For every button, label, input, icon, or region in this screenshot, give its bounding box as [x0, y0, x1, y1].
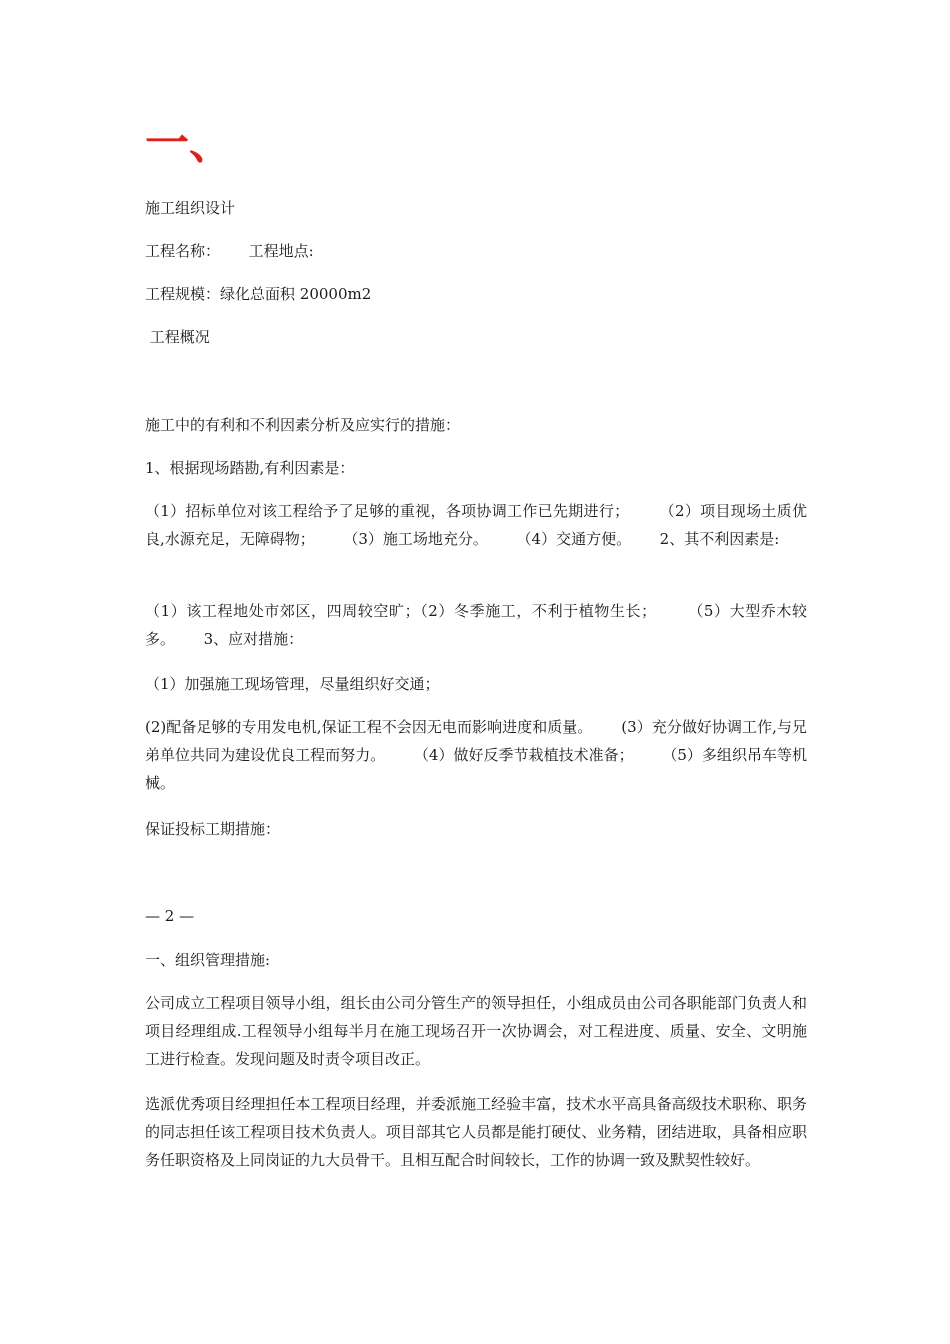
- section-heading: 一、: [145, 118, 233, 169]
- schedule-measures-heading: 保证投标工期措施：: [145, 820, 281, 838]
- project-scale: 工程规模：绿化总面积 20000m2: [145, 285, 372, 303]
- project-name-location: 工程名称： 工程地点:: [145, 242, 314, 260]
- org-management-heading: 一、组织管理措施:: [145, 951, 271, 969]
- leadership-group-paragraph: 公司成立工程项目领导小组，组长由公司分管生产的领导担任，小组成员由公司各职能部门负责人和项目经理组成.工程领导小组每半月在施工现场召开一次协调会，对工程进度、质量、安全、文明施工进行检查。发现问题及时责令项目改正。: [145, 994, 807, 1068]
- project-manager-paragraph: 选派优秀项目经理担任本工程项目经理，并委派施工经验丰富，技术水平高具备高级技术职称、职务的同志担任该工程项目技术负责人。项目部其它人员都是能打硬仗、业务精，团结进取，具备相应职务任职资格及上同岗证的九大员骨干。且相互配合时间较长，工作的协调一致及默契性较好。: [145, 1095, 807, 1169]
- measure-1: （1）加强施工现场管理，尽量组织好交通；: [145, 675, 440, 693]
- unfavorable-factors-paragraph: （1）该工程地处市郊区，四周较空旷；（2）冬季施工，不利于植物生长； （5）大型乔木较多。 3、应对措施：: [145, 602, 807, 648]
- favorable-factors-paragraph: （1）招标单位对该工程给予了足够的重视，各项协调工作已先期进行； （2）项目现场土质优良,水源充足，无障碍物； （3）施工场地充分。 （4）交通方便。 2、其不利因素是:: [145, 502, 807, 548]
- doc-title: 施工组织设计: [145, 199, 236, 217]
- page-number: — 2 —: [145, 907, 195, 925]
- factor-analysis-heading: 施工中的有利和不利因素分析及应实行的措施：: [145, 416, 461, 434]
- favorable-factors-heading: 1、根据现场踏勘,有利因素是：: [145, 459, 355, 477]
- project-overview: 工程概况: [145, 328, 210, 346]
- measures-paragraph: (2)配备足够的专用发电机,保证工程不会因无电而影响进度和质量。 (3）充分做好协调工作,与兄弟单位共同为建设优良工程而努力。 （4）做好反季节栽植技术准备； （5）多组织吊车等机械。: [145, 718, 807, 792]
